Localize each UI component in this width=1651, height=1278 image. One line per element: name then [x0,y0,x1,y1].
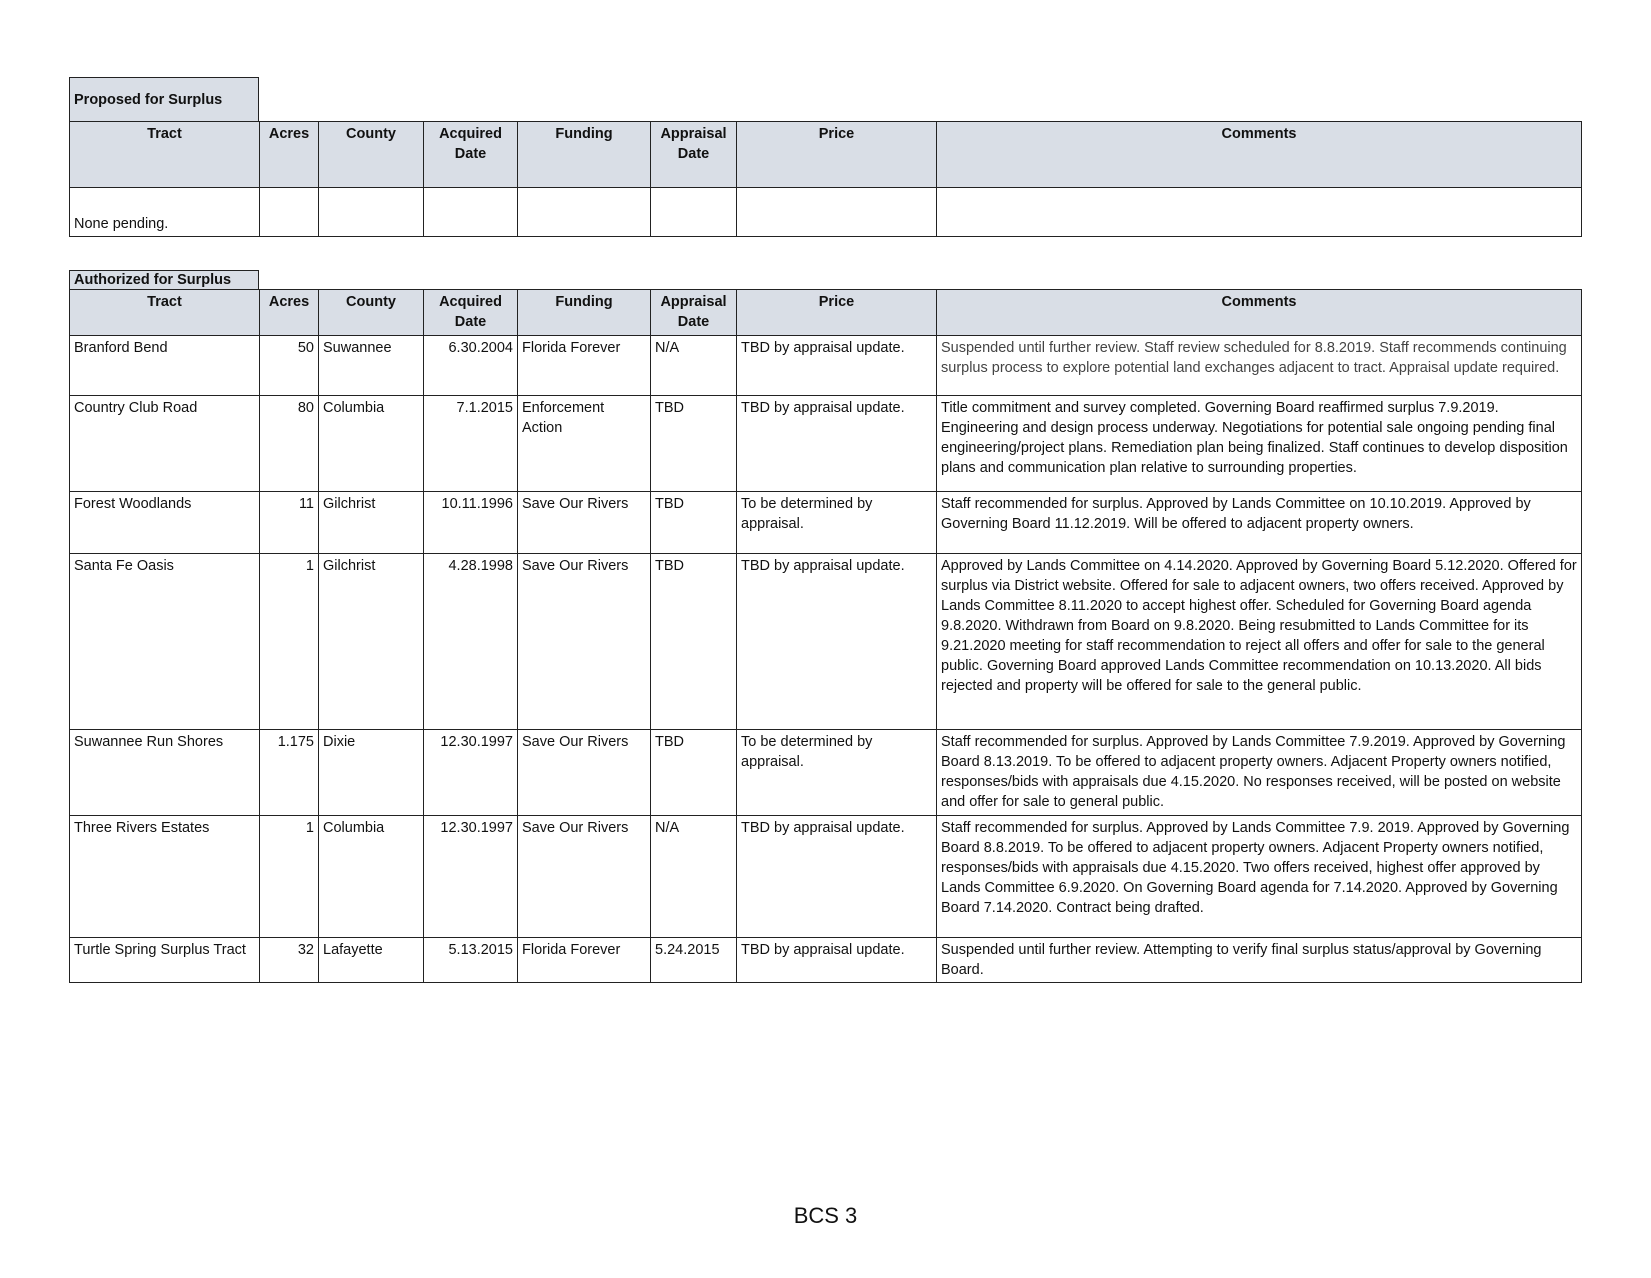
header-funding: Funding [518,290,651,336]
tract-cell: Country Club Road [70,396,260,492]
header-comments: Comments [937,122,1582,188]
empty-cell [737,188,937,237]
price-cell: To be determined by appraisal. [737,730,937,816]
proposed-table [69,121,1582,237]
table-row [70,336,1582,396]
comments-cell: Title commitment and survey completed. Governing Board reaffirmed surplus 7.9.2019. Engineering and design process underway. Negotiations for potential sale ongoing pending final engineering/project plans. Remediation plan being finalized. Staff continues to develop disposition plans and communication plan relative to surrounding properties. [937,396,1582,492]
header-funding: Funding [518,122,651,188]
county-cell: Columbia [319,396,424,492]
authorized-table [69,289,1582,983]
acres-cell: 1 [260,554,319,730]
table-row [70,554,1582,730]
county-cell: Suwannee [319,336,424,396]
funding-cell: Enforcement Action [518,396,651,492]
tract-cell: Branford Bend [70,336,260,396]
acres-cell: 50 [260,336,319,396]
header-appraisal-date: Appraisal Date [651,122,737,188]
header-price: Price [737,122,937,188]
county-cell: Columbia [319,816,424,938]
header-county: County [319,290,424,336]
proposed-empty-row [70,188,1582,237]
comments-cell: Approved by Lands Committee on 4.14.2020. Approved by Governing Board 5.12.2020. Offered for surplus via District website. Offered for sale to adjacent owners, two offers received. Approved by Lands Committee 8.11.2020 to accept highest offer. Scheduled for Governing Board agenda 9.8.2020. Withdrawn from Board on 9.8.2020. Being resubmitted to Lands Committee for its 9.21.2020 meeting for staff recommendation to reject all offers and offer for sale to the general public. Governing Board approved Lands Committee recommendation on 10.13.2020. All bids rejected and property will be offered for sale to the general public. [937,554,1582,730]
tract-cell: Three Rivers Estates [70,816,260,938]
comments-cell: Staff recommended for surplus. Approved by Lands Committee 7.9.2019. Approved by Governing Board 8.13.2019. To be offered to adjacent property owners. Adjacent Property owners notified, responses/bids with appraisals due 4.15.2020. No responses received, will be posted on website and offer for sale to general public. [937,730,1582,816]
empty-cell [319,188,424,237]
acres-cell: 11 [260,492,319,554]
appraisal-date-cell: TBD [651,396,737,492]
funding-cell: Save Our Rivers [518,554,651,730]
authorized-title: Authorized for Surplus [69,270,259,290]
county-cell: Lafayette [319,938,424,983]
comments-cell: Suspended until further review. Staff review scheduled for 8.8.2019. Staff recommends continuing surplus process to explore potential land exchanges adjacent to tract. Appraisal update required. [937,336,1582,396]
tract-cell: Turtle Spring Surplus Tract [70,938,260,983]
appraisal-date-cell: TBD [651,492,737,554]
appraisal-date-cell: TBD [651,554,737,730]
empty-cell [424,188,518,237]
acres-cell: 32 [260,938,319,983]
acres-cell: 1.175 [260,730,319,816]
tract-cell: Santa Fe Oasis [70,554,260,730]
table-row [70,396,1582,492]
header-appraisal-date: Appraisal Date [651,290,737,336]
acquired-date-cell: 5.13.2015 [424,938,518,983]
appraisal-date-cell: 5.24.2015 [651,938,737,983]
acquired-date-cell: 4.28.1998 [424,554,518,730]
empty-cell [937,188,1582,237]
acquired-date-cell: 7.1.2015 [424,396,518,492]
header-comments: Comments [937,290,1582,336]
funding-cell: Florida Forever [518,938,651,983]
table-row [70,938,1582,983]
page-footer: BCS 3 [793,1203,858,1228]
header-county: County [319,122,424,188]
table-row [70,492,1582,554]
funding-cell: Florida Forever [518,336,651,396]
empty-cell [518,188,651,237]
price-cell: To be determined by appraisal. [737,492,937,554]
acquired-date-cell: 6.30.2004 [424,336,518,396]
appraisal-date-cell: N/A [651,816,737,938]
header-tract: Tract [70,290,260,336]
comments-cell: Staff recommended for surplus. Approved by Lands Committee 7.9. 2019. Approved by Governing Board 8.8.2019. To be offered to adjacent property owners. Adjacent Property owners notified, responses/bids with appraisals due 4.15.2020. Two offers received, highest offer approved by Lands Committee 6.9.2020. On Governing Board agenda for 7.14.2020. Approved by Governing Board 7.14.2020. Contract being drafted. [937,816,1582,938]
funding-cell: Save Our Rivers [518,816,651,938]
funding-cell: Save Our Rivers [518,492,651,554]
header-acres: Acres [260,122,319,188]
county-cell: Dixie [319,730,424,816]
price-cell: TBD by appraisal update. [737,816,937,938]
county-cell: Gilchrist [319,492,424,554]
price-cell: TBD by appraisal update. [737,554,937,730]
price-cell: TBD by appraisal update. [737,938,937,983]
county-cell: Gilchrist [319,554,424,730]
none-pending-text: None pending. [70,188,260,237]
empty-cell [651,188,737,237]
header-acres: Acres [260,290,319,336]
acres-cell: 80 [260,396,319,492]
tract-cell: Forest Woodlands [70,492,260,554]
proposed-title: Proposed for Surplus [69,77,259,122]
appraisal-date-cell: N/A [651,336,737,396]
empty-cell [260,188,319,237]
comments-cell: Suspended until further review. Attempting to verify final surplus status/approval by Governing Board. [937,938,1582,983]
table-row [70,816,1582,938]
header-price: Price [737,290,937,336]
acquired-date-cell: 12.30.1997 [424,730,518,816]
acquired-date-cell: 12.30.1997 [424,816,518,938]
header-acquired-date: Acquired Date [424,122,518,188]
header-tract: Tract [70,122,260,188]
header-acquired-date: Acquired Date [424,290,518,336]
acquired-date-cell: 10.11.1996 [424,492,518,554]
price-cell: TBD by appraisal update. [737,336,937,396]
funding-cell: Save Our Rivers [518,730,651,816]
table-row [70,730,1582,816]
comments-cell: Staff recommended for surplus. Approved by Lands Committee on 10.10.2019. Approved by Governing Board 11.12.2019. Will be offered to adjacent property owners. [937,492,1582,554]
tract-cell: Suwannee Run Shores [70,730,260,816]
acres-cell: 1 [260,816,319,938]
authorized-header-row [70,290,1582,336]
price-cell: TBD by appraisal update. [737,396,937,492]
appraisal-date-cell: TBD [651,730,737,816]
proposed-header-row [70,122,1582,188]
